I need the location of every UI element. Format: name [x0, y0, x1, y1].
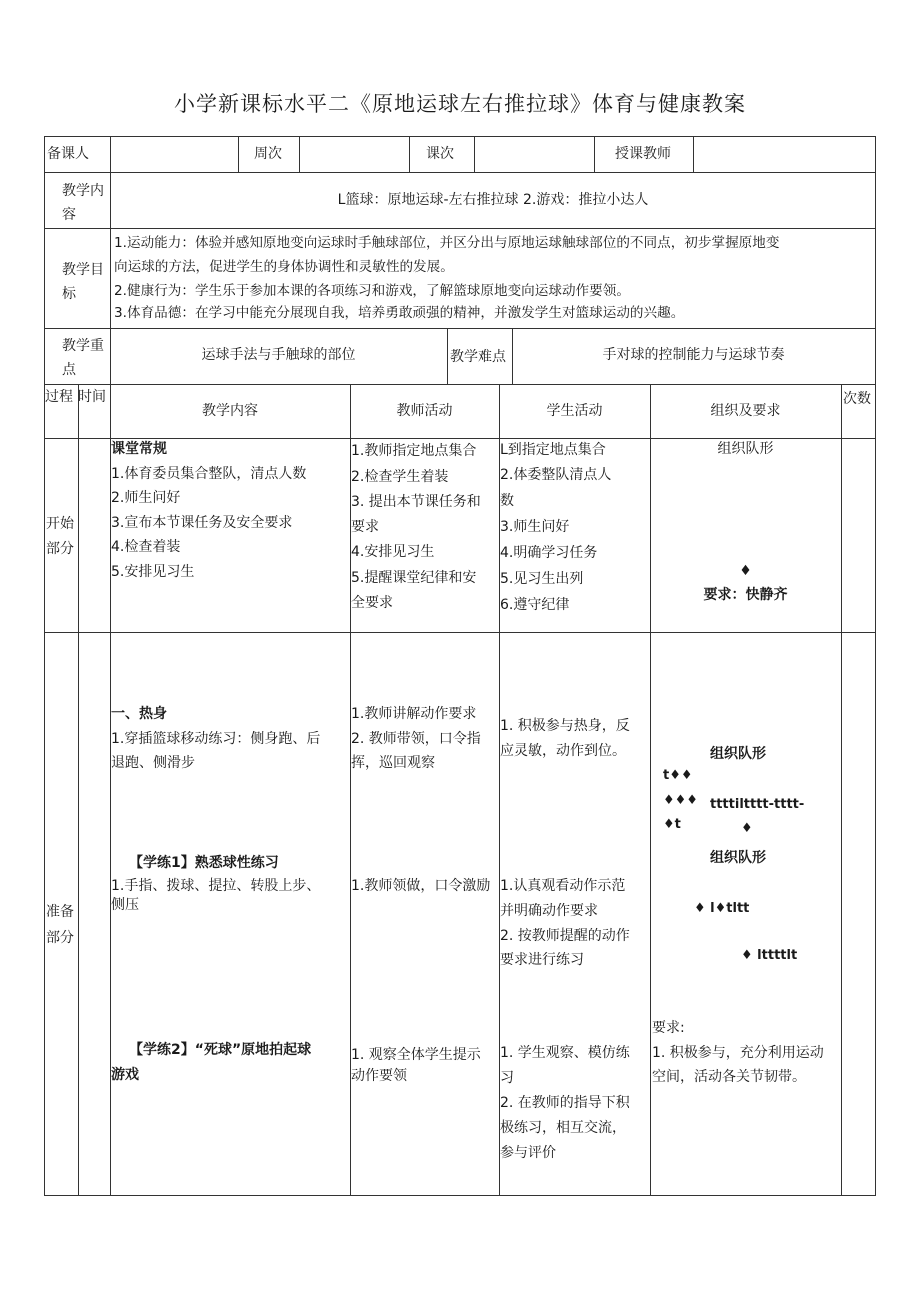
drill1-item: 1.手指、拨球、提拉、转股上步、	[111, 878, 321, 894]
week-label: 周次	[254, 146, 282, 162]
drill1-item: 侧压	[111, 897, 139, 913]
col-teacher: 教师活动	[396, 403, 453, 419]
warmup-title: 一、热身	[111, 706, 167, 722]
lesson-plan-table	[44, 136, 876, 1196]
prep-requirement-item: 空间，活动各关节韧带。	[652, 1069, 806, 1085]
start-student-item: 6.遵守纪律	[500, 597, 570, 613]
rule	[238, 136, 239, 172]
start-teacher-item: 4.安排见习生	[351, 544, 435, 560]
start-teacher-item: 要求	[351, 519, 379, 535]
rule	[650, 384, 651, 1196]
formation-row: ♦ lttttlt	[741, 948, 798, 963]
start-student-item: 4.明确学习任务	[500, 545, 598, 561]
rule	[44, 136, 45, 1196]
rule	[594, 136, 595, 172]
start-org-title: 组织队形	[717, 441, 774, 457]
content-label: 容	[62, 207, 76, 223]
start-student-item: L到指定地点集合	[500, 442, 606, 458]
warmup-item: 1.穿插篮球移动练习：侧身跑、后	[111, 731, 321, 747]
start-section-name: 部分	[46, 541, 74, 557]
teacher-label: 授课教师	[615, 146, 671, 162]
warmup-item: 退跑、侧滑步	[111, 755, 195, 771]
prep-org-title: 组织队形	[710, 746, 766, 762]
col-time: 时间	[78, 389, 106, 405]
rule	[693, 136, 694, 172]
start-content-item: 3.宣布本节课任务及安全要求	[111, 515, 293, 531]
start-section-name: 开始	[46, 516, 74, 532]
start-student-item: 5.见习生出列	[500, 571, 584, 587]
prep-section-name: 准备	[46, 904, 74, 920]
rule	[78, 384, 79, 1196]
drill1-title: 【学练1】熟悉球性练习	[129, 855, 279, 871]
drill2-student-item: 2. 在教师的指导下积	[500, 1095, 630, 1111]
prep-section-name: 部分	[46, 930, 74, 946]
drill2-student-item: 1. 学生观察、模仿练	[500, 1045, 630, 1061]
rule	[841, 384, 842, 1196]
rule	[409, 136, 410, 172]
key-label: 教学重	[62, 338, 104, 354]
rule	[299, 136, 300, 172]
col-content: 教学内容	[202, 403, 258, 419]
warmup-teacher-item: 挥，巡回观察	[351, 755, 435, 771]
drill1-student-item: 2. 按教师提醒的动作	[500, 928, 630, 944]
goal-line: 3.体育品德：在学习中能充分展现自我，培养勇敢顽强的精神，并激发学生对篮球运动的兴趣。	[114, 305, 685, 321]
start-org-requirement: 要求：快静齐	[703, 587, 788, 603]
diamond-icon: ♦	[741, 821, 753, 836]
rule	[44, 1195, 876, 1196]
drill2-teacher-item: 动作要领	[351, 1068, 407, 1084]
drill2-student-item: 习	[500, 1070, 514, 1086]
drill1-student-item: 并明确动作要求	[500, 903, 598, 919]
start-teacher-item: 全要求	[351, 595, 393, 611]
col-count: 次数	[843, 391, 871, 407]
diamond-icon: ♦	[739, 563, 752, 579]
formation-row: ttttiltttt-tttt-	[710, 797, 805, 812]
difficulty-label: 教学难点	[450, 349, 506, 365]
start-teacher-item: 1.教师指定地点集合	[351, 443, 477, 459]
start-student-item: 2.体委整队清点人	[500, 467, 612, 483]
col-process: 过程	[45, 389, 73, 405]
formation-row: ♦t	[663, 817, 681, 832]
prep-requirement-item: 1. 积极参与，充分利用运动	[652, 1045, 824, 1061]
start-teacher-item: 3. 提出本节课任务和	[351, 494, 481, 510]
rule	[44, 328, 876, 329]
start-student-item: 3.师生问好	[500, 519, 570, 535]
prep-requirement-title: 要求:	[652, 1020, 685, 1036]
preparer-label: 备课人	[47, 146, 89, 162]
start-content-item: 5.安排见习生	[111, 564, 195, 580]
page-title: 小学新课标水平二《原地运球左右推拉球》体育与健康教案	[174, 92, 746, 116]
start-content-item: 2.师生问好	[111, 490, 181, 506]
start-student-item: 数	[500, 493, 514, 509]
start-content-item: 1.体育委员集合整队，清点人数	[111, 466, 307, 482]
start-content-item: 4.检查着装	[111, 539, 181, 555]
rule	[110, 136, 111, 172]
key-label: 点	[62, 362, 76, 378]
goal-line: 向运球的方法，促进学生的身体协调性和灵敏性的发展。	[114, 259, 454, 275]
start-teacher-item: 5.提醒课堂纪律和安	[351, 570, 477, 586]
rule	[447, 328, 448, 384]
rule	[44, 172, 876, 173]
difficulty-value: 手对球的控制能力与运球节奏	[602, 347, 785, 363]
rule	[44, 384, 876, 385]
goal-line: 1.运动能力：体验并感知原地变向运球时手触球部位，并区分出与原地运球触球部位的不同点，初步掌握原地变	[114, 235, 780, 251]
goals-label: 标	[62, 286, 76, 302]
rule	[875, 136, 876, 1196]
lesson-label: 课次	[426, 146, 454, 162]
drill2-title: 游戏	[111, 1067, 139, 1083]
drill1-teacher: 1.教师领做，口令激励	[351, 878, 491, 894]
warmup-teacher-item: 1.教师讲解动作要求	[351, 706, 477, 722]
col-student: 学生活动	[546, 403, 603, 419]
drill2-teacher-item: 1. 观察全体学生提示	[351, 1047, 481, 1063]
warmup-student-item: 1. 积极参与热身，反	[500, 718, 630, 734]
formation-row: ♦ l♦tltt	[694, 901, 750, 916]
drill1-student-item: 要求进行练习	[500, 952, 584, 968]
warmup-teacher-item: 2. 教师带领，口令指	[351, 731, 481, 747]
goal-line: 2.健康行为：学生乐于参加本课的各项练习和游戏，了解篮球原地变向运球动作要领。	[114, 283, 630, 299]
drill2-student-item: 极练习，相互交流，	[500, 1120, 626, 1136]
prep-org-title: 组织队形	[710, 850, 766, 866]
content-label: 教学内	[62, 183, 104, 199]
key-point-value: 运球手法与手触球的部位	[201, 347, 356, 363]
formation-row: t♦♦	[663, 768, 693, 783]
drill2-title: 【学练2】“死球”原地拍起球	[129, 1042, 312, 1058]
start-teacher-item: 2.检查学生着装	[351, 469, 449, 485]
rule	[44, 632, 876, 633]
rule	[44, 136, 876, 137]
content-text: L篮球：原地运球-左右推拉球 2.游戏：推拉小达人	[337, 192, 649, 208]
rule	[474, 136, 475, 172]
rule	[44, 228, 876, 229]
drill2-student-item: 参与评价	[500, 1145, 556, 1161]
col-org: 组织及要求	[710, 403, 781, 419]
formation-row: ♦♦♦	[663, 793, 698, 808]
drill1-student-item: 1.认真观看动作示范	[500, 878, 626, 894]
start-content-title: 课堂常规	[111, 441, 167, 457]
warmup-student-item: 应灵敏，动作到位。	[500, 743, 626, 759]
goals-label: 教学目	[62, 262, 104, 278]
